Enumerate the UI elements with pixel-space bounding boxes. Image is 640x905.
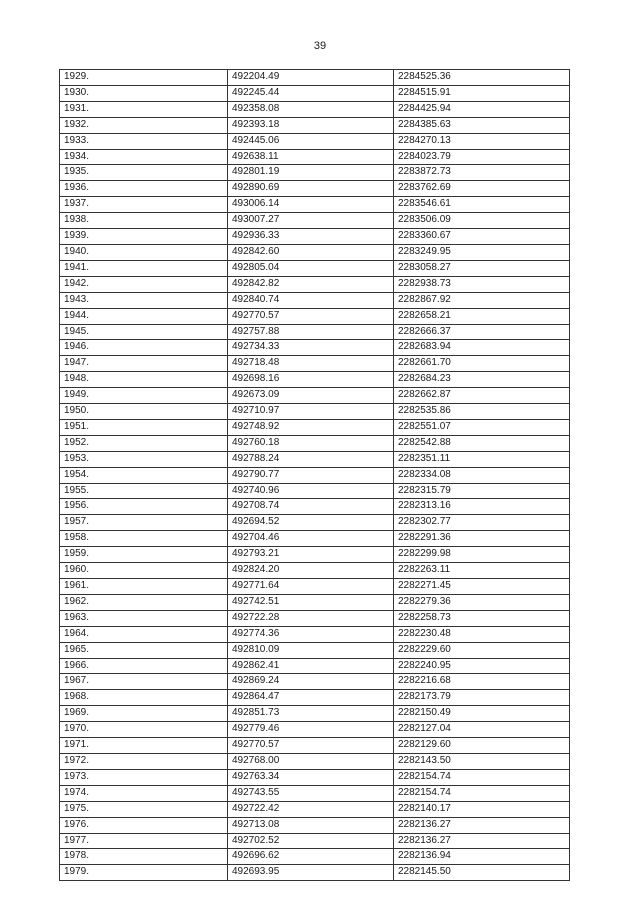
table-row bbox=[60, 531, 570, 547]
x-coordinate-cell: 492768.00 bbox=[228, 753, 394, 769]
y-coordinate-cell: 2282683.94 bbox=[394, 340, 570, 356]
y-coordinate-cell: 2282535.86 bbox=[394, 404, 570, 420]
point-number-cell: 1945. bbox=[60, 324, 228, 340]
point-number-cell: 1964. bbox=[60, 626, 228, 642]
point-number-cell: 1967. bbox=[60, 674, 228, 690]
table-row bbox=[60, 658, 570, 674]
y-coordinate-cell: 2282154.74 bbox=[394, 769, 570, 785]
coordinates-table bbox=[59, 69, 570, 881]
y-coordinate-cell: 2282666.37 bbox=[394, 324, 570, 340]
table-row bbox=[60, 594, 570, 610]
point-number-cell: 1933. bbox=[60, 133, 228, 149]
point-number-cell: 1970. bbox=[60, 722, 228, 738]
table-row bbox=[60, 817, 570, 833]
table-row bbox=[60, 451, 570, 467]
y-coordinate-cell: 2282136.27 bbox=[394, 817, 570, 833]
point-number-cell: 1976. bbox=[60, 817, 228, 833]
point-number-cell: 1977. bbox=[60, 833, 228, 849]
y-coordinate-cell: 2282258.73 bbox=[394, 610, 570, 626]
table-row bbox=[60, 388, 570, 404]
coordinates-table-body bbox=[60, 70, 570, 881]
y-coordinate-cell: 2282129.60 bbox=[394, 738, 570, 754]
x-coordinate-cell: 492801.19 bbox=[228, 165, 394, 181]
x-coordinate-cell: 492673.09 bbox=[228, 388, 394, 404]
point-number-cell: 1962. bbox=[60, 594, 228, 610]
table-row bbox=[60, 849, 570, 865]
y-coordinate-cell: 2283506.09 bbox=[394, 213, 570, 229]
x-coordinate-cell: 492393.18 bbox=[228, 117, 394, 133]
table-row bbox=[60, 117, 570, 133]
y-coordinate-cell: 2282938.73 bbox=[394, 276, 570, 292]
y-coordinate-cell: 2282230.48 bbox=[394, 626, 570, 642]
point-number-cell: 1963. bbox=[60, 610, 228, 626]
y-coordinate-cell: 2282542.88 bbox=[394, 435, 570, 451]
y-coordinate-cell: 2282216.68 bbox=[394, 674, 570, 690]
table-row bbox=[60, 276, 570, 292]
table-row bbox=[60, 610, 570, 626]
y-coordinate-cell: 2284425.94 bbox=[394, 101, 570, 117]
y-coordinate-cell: 2282684.23 bbox=[394, 372, 570, 388]
y-coordinate-cell: 2282143.50 bbox=[394, 753, 570, 769]
point-number-cell: 1935. bbox=[60, 165, 228, 181]
y-coordinate-cell: 2283872.73 bbox=[394, 165, 570, 181]
y-coordinate-cell: 2282279.36 bbox=[394, 594, 570, 610]
x-coordinate-cell: 493007.27 bbox=[228, 213, 394, 229]
x-coordinate-cell: 492793.21 bbox=[228, 547, 394, 563]
y-coordinate-cell: 2282127.04 bbox=[394, 722, 570, 738]
y-coordinate-cell: 2282313.16 bbox=[394, 499, 570, 515]
y-coordinate-cell: 2282662.87 bbox=[394, 388, 570, 404]
x-coordinate-cell: 492810.09 bbox=[228, 642, 394, 658]
point-number-cell: 1932. bbox=[60, 117, 228, 133]
x-coordinate-cell: 492734.33 bbox=[228, 340, 394, 356]
point-number-cell: 1957. bbox=[60, 515, 228, 531]
table-row bbox=[60, 642, 570, 658]
y-coordinate-cell: 2284385.63 bbox=[394, 117, 570, 133]
x-coordinate-cell: 492757.88 bbox=[228, 324, 394, 340]
x-coordinate-cell: 492774.36 bbox=[228, 626, 394, 642]
table-row bbox=[60, 165, 570, 181]
x-coordinate-cell: 492245.44 bbox=[228, 85, 394, 101]
x-coordinate-cell: 492748.92 bbox=[228, 419, 394, 435]
y-coordinate-cell: 2283058.27 bbox=[394, 260, 570, 276]
point-number-cell: 1946. bbox=[60, 340, 228, 356]
table-row bbox=[60, 547, 570, 563]
y-coordinate-cell: 2282661.70 bbox=[394, 356, 570, 372]
y-coordinate-cell: 2284270.13 bbox=[394, 133, 570, 149]
y-coordinate-cell: 2283360.67 bbox=[394, 229, 570, 245]
table-row bbox=[60, 260, 570, 276]
y-coordinate-cell: 2284525.36 bbox=[394, 70, 570, 86]
point-number-cell: 1930. bbox=[60, 85, 228, 101]
table-row bbox=[60, 769, 570, 785]
y-coordinate-cell: 2284515.91 bbox=[394, 85, 570, 101]
x-coordinate-cell: 492713.08 bbox=[228, 817, 394, 833]
table-row bbox=[60, 133, 570, 149]
point-number-cell: 1929. bbox=[60, 70, 228, 86]
x-coordinate-cell: 492722.28 bbox=[228, 610, 394, 626]
point-number-cell: 1940. bbox=[60, 244, 228, 260]
x-coordinate-cell: 492763.34 bbox=[228, 769, 394, 785]
point-number-cell: 1939. bbox=[60, 229, 228, 245]
x-coordinate-cell: 492204.49 bbox=[228, 70, 394, 86]
table-row bbox=[60, 292, 570, 308]
table-row bbox=[60, 738, 570, 754]
x-coordinate-cell: 492742.51 bbox=[228, 594, 394, 610]
x-coordinate-cell: 492696.62 bbox=[228, 849, 394, 865]
x-coordinate-cell: 492790.77 bbox=[228, 467, 394, 483]
x-coordinate-cell: 492698.16 bbox=[228, 372, 394, 388]
point-number-cell: 1947. bbox=[60, 356, 228, 372]
y-coordinate-cell: 2282658.21 bbox=[394, 308, 570, 324]
x-coordinate-cell: 493006.14 bbox=[228, 197, 394, 213]
point-number-cell: 1954. bbox=[60, 467, 228, 483]
table-row bbox=[60, 626, 570, 642]
table-row bbox=[60, 706, 570, 722]
y-coordinate-cell: 2282173.79 bbox=[394, 690, 570, 706]
x-coordinate-cell: 492840.74 bbox=[228, 292, 394, 308]
table-row bbox=[60, 85, 570, 101]
point-number-cell: 1950. bbox=[60, 404, 228, 420]
y-coordinate-cell: 2282302.77 bbox=[394, 515, 570, 531]
point-number-cell: 1941. bbox=[60, 260, 228, 276]
point-number-cell: 1943. bbox=[60, 292, 228, 308]
point-number-cell: 1979. bbox=[60, 865, 228, 881]
y-coordinate-cell: 2282351.11 bbox=[394, 451, 570, 467]
point-number-cell: 1966. bbox=[60, 658, 228, 674]
x-coordinate-cell: 492824.20 bbox=[228, 563, 394, 579]
table-row bbox=[60, 419, 570, 435]
y-coordinate-cell: 2282136.27 bbox=[394, 833, 570, 849]
y-coordinate-cell: 2282334.08 bbox=[394, 467, 570, 483]
page-number: 39 bbox=[313, 40, 327, 52]
x-coordinate-cell: 492862.41 bbox=[228, 658, 394, 674]
y-coordinate-cell: 2282299.98 bbox=[394, 547, 570, 563]
x-coordinate-cell: 492718.48 bbox=[228, 356, 394, 372]
table-row bbox=[60, 801, 570, 817]
table-row bbox=[60, 181, 570, 197]
point-number-cell: 1937. bbox=[60, 197, 228, 213]
x-coordinate-cell: 492788.24 bbox=[228, 451, 394, 467]
table-row bbox=[60, 467, 570, 483]
y-coordinate-cell: 2284023.79 bbox=[394, 149, 570, 165]
point-number-cell: 1960. bbox=[60, 563, 228, 579]
x-coordinate-cell: 492708.74 bbox=[228, 499, 394, 515]
x-coordinate-cell: 492851.73 bbox=[228, 706, 394, 722]
table-row bbox=[60, 499, 570, 515]
table-row bbox=[60, 356, 570, 372]
y-coordinate-cell: 2282271.45 bbox=[394, 579, 570, 595]
table-row bbox=[60, 197, 570, 213]
x-coordinate-cell: 492704.46 bbox=[228, 531, 394, 547]
point-number-cell: 1968. bbox=[60, 690, 228, 706]
y-coordinate-cell: 2282240.95 bbox=[394, 658, 570, 674]
point-number-cell: 1965. bbox=[60, 642, 228, 658]
point-number-cell: 1974. bbox=[60, 785, 228, 801]
table-row bbox=[60, 785, 570, 801]
x-coordinate-cell: 492358.08 bbox=[228, 101, 394, 117]
x-coordinate-cell: 492890.69 bbox=[228, 181, 394, 197]
y-coordinate-cell: 2282229.60 bbox=[394, 642, 570, 658]
x-coordinate-cell: 492805.04 bbox=[228, 260, 394, 276]
table-row bbox=[60, 515, 570, 531]
x-coordinate-cell: 492740.96 bbox=[228, 483, 394, 499]
point-number-cell: 1938. bbox=[60, 213, 228, 229]
point-number-cell: 1975. bbox=[60, 801, 228, 817]
table-row bbox=[60, 563, 570, 579]
point-number-cell: 1942. bbox=[60, 276, 228, 292]
table-row bbox=[60, 404, 570, 420]
x-coordinate-cell: 492869.24 bbox=[228, 674, 394, 690]
point-number-cell: 1973. bbox=[60, 769, 228, 785]
y-coordinate-cell: 2282867.92 bbox=[394, 292, 570, 308]
point-number-cell: 1952. bbox=[60, 435, 228, 451]
point-number-cell: 1944. bbox=[60, 308, 228, 324]
y-coordinate-cell: 2282150.49 bbox=[394, 706, 570, 722]
table-row bbox=[60, 149, 570, 165]
y-coordinate-cell: 2282145.50 bbox=[394, 865, 570, 881]
y-coordinate-cell: 2282291.36 bbox=[394, 531, 570, 547]
point-number-cell: 1948. bbox=[60, 372, 228, 388]
table-row bbox=[60, 833, 570, 849]
point-number-cell: 1961. bbox=[60, 579, 228, 595]
x-coordinate-cell: 492771.64 bbox=[228, 579, 394, 595]
x-coordinate-cell: 492710.97 bbox=[228, 404, 394, 420]
y-coordinate-cell: 2282136.94 bbox=[394, 849, 570, 865]
x-coordinate-cell: 492743.55 bbox=[228, 785, 394, 801]
point-number-cell: 1951. bbox=[60, 419, 228, 435]
y-coordinate-cell: 2282315.79 bbox=[394, 483, 570, 499]
point-number-cell: 1969. bbox=[60, 706, 228, 722]
point-number-cell: 1955. bbox=[60, 483, 228, 499]
table-row bbox=[60, 101, 570, 117]
table-row bbox=[60, 865, 570, 881]
y-coordinate-cell: 2282140.17 bbox=[394, 801, 570, 817]
table-row bbox=[60, 483, 570, 499]
x-coordinate-cell: 492864.47 bbox=[228, 690, 394, 706]
x-coordinate-cell: 492779.46 bbox=[228, 722, 394, 738]
point-number-cell: 1934. bbox=[60, 149, 228, 165]
y-coordinate-cell: 2283249.95 bbox=[394, 244, 570, 260]
x-coordinate-cell: 492702.52 bbox=[228, 833, 394, 849]
table-row bbox=[60, 308, 570, 324]
y-coordinate-cell: 2283546.61 bbox=[394, 197, 570, 213]
point-number-cell: 1972. bbox=[60, 753, 228, 769]
x-coordinate-cell: 492770.57 bbox=[228, 308, 394, 324]
x-coordinate-cell: 492694.52 bbox=[228, 515, 394, 531]
x-coordinate-cell: 492770.57 bbox=[228, 738, 394, 754]
point-number-cell: 1953. bbox=[60, 451, 228, 467]
table-row bbox=[60, 674, 570, 690]
table-row bbox=[60, 722, 570, 738]
point-number-cell: 1971. bbox=[60, 738, 228, 754]
table-row bbox=[60, 324, 570, 340]
point-number-cell: 1931. bbox=[60, 101, 228, 117]
y-coordinate-cell: 2283762.69 bbox=[394, 181, 570, 197]
table-row bbox=[60, 372, 570, 388]
x-coordinate-cell: 492722.42 bbox=[228, 801, 394, 817]
table-row bbox=[60, 244, 570, 260]
point-number-cell: 1949. bbox=[60, 388, 228, 404]
table-row bbox=[60, 753, 570, 769]
table-row bbox=[60, 213, 570, 229]
point-number-cell: 1936. bbox=[60, 181, 228, 197]
table-row bbox=[60, 690, 570, 706]
x-coordinate-cell: 492842.82 bbox=[228, 276, 394, 292]
y-coordinate-cell: 2282263.11 bbox=[394, 563, 570, 579]
x-coordinate-cell: 492693.95 bbox=[228, 865, 394, 881]
table-row bbox=[60, 435, 570, 451]
point-number-cell: 1958. bbox=[60, 531, 228, 547]
x-coordinate-cell: 492936.33 bbox=[228, 229, 394, 245]
x-coordinate-cell: 492445.06 bbox=[228, 133, 394, 149]
point-number-cell: 1978. bbox=[60, 849, 228, 865]
x-coordinate-cell: 492638.11 bbox=[228, 149, 394, 165]
table-row bbox=[60, 229, 570, 245]
x-coordinate-cell: 492760.18 bbox=[228, 435, 394, 451]
table-row bbox=[60, 340, 570, 356]
table-row bbox=[60, 579, 570, 595]
point-number-cell: 1959. bbox=[60, 547, 228, 563]
y-coordinate-cell: 2282551.07 bbox=[394, 419, 570, 435]
x-coordinate-cell: 492842.60 bbox=[228, 244, 394, 260]
point-number-cell: 1956. bbox=[60, 499, 228, 515]
y-coordinate-cell: 2282154.74 bbox=[394, 785, 570, 801]
table-row bbox=[60, 70, 570, 86]
